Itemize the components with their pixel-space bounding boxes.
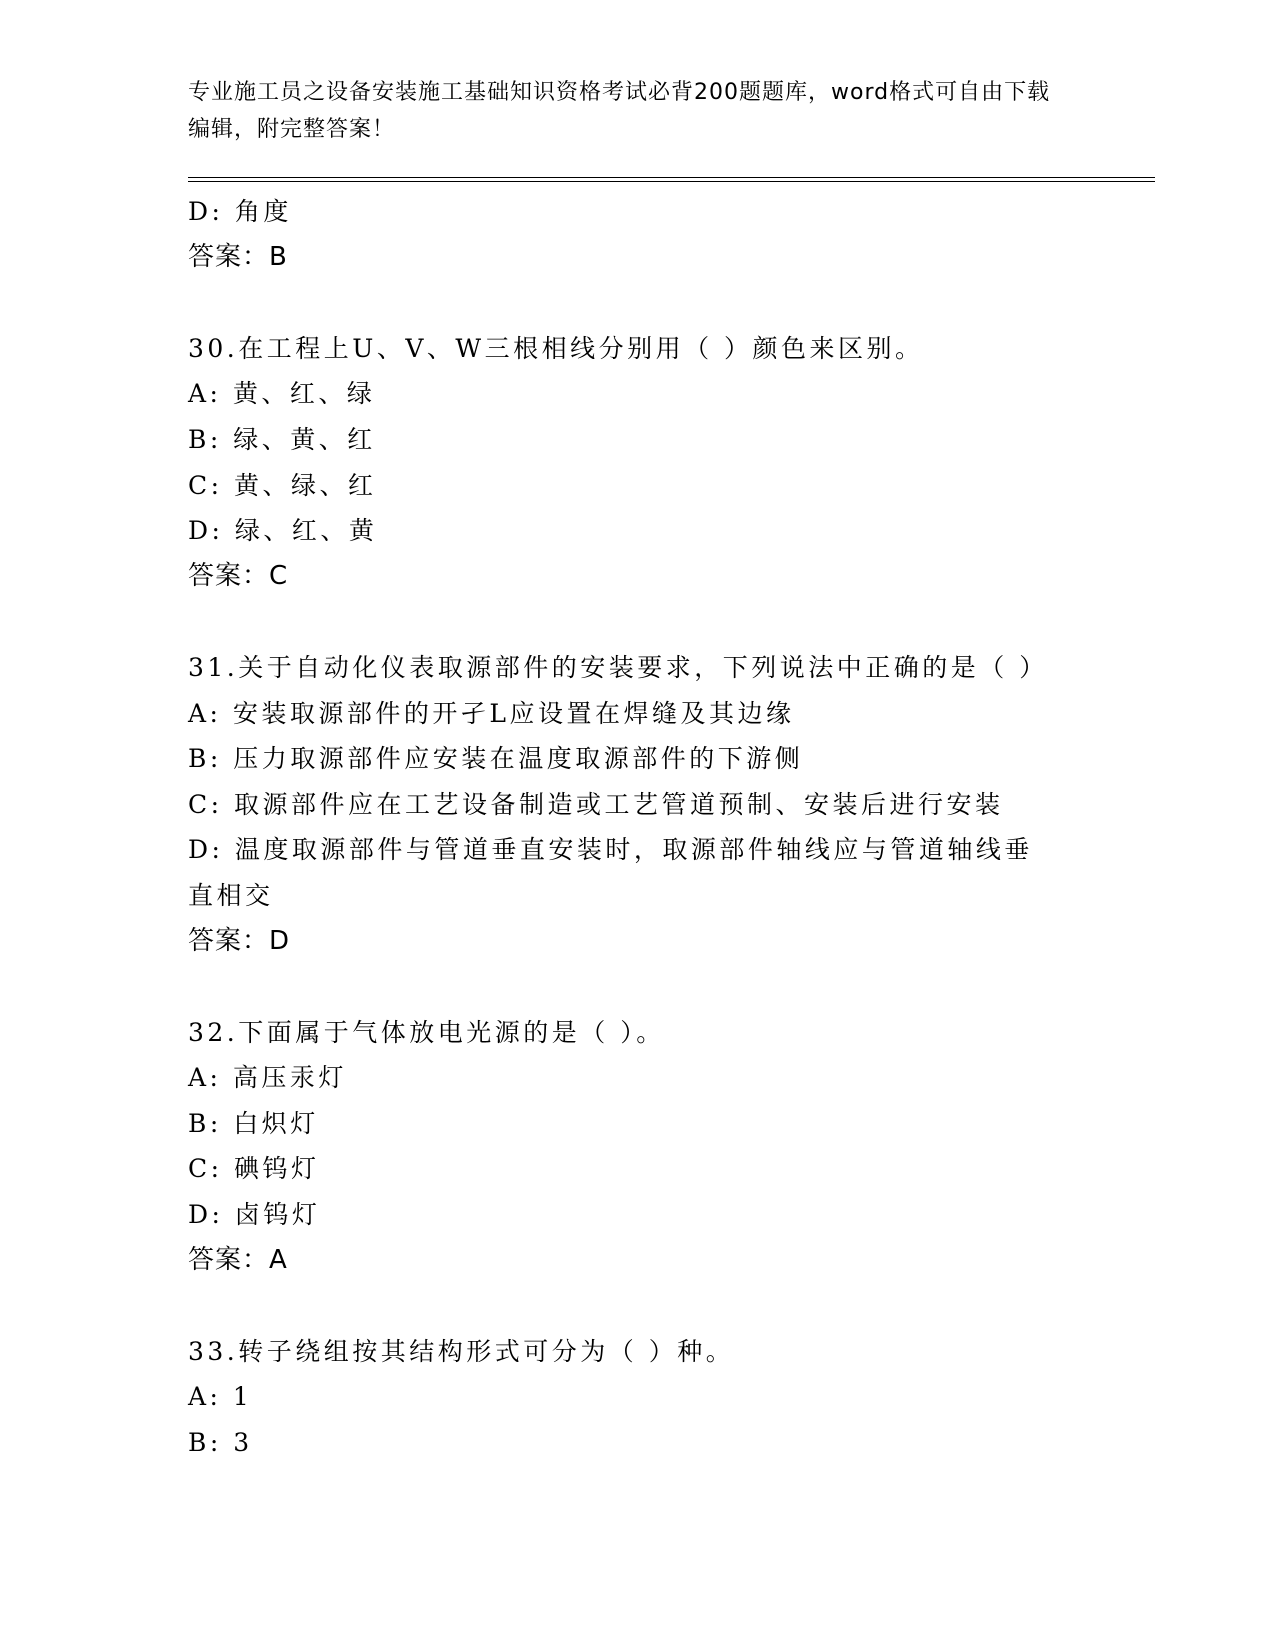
question-33 [188,1329,1088,1466]
option-b: B: 绿、黄、红 [188,424,376,454]
answer-line: 答案：D [188,925,291,956]
option-a: A: 安装取源部件的开孑L应设置在焊缝及其边缘 [188,698,795,728]
option-c: C: 取源部件应在工艺设备制造或工艺管道预制、安装后进行安装 [188,789,1004,819]
question-gap [188,1283,1088,1329]
option-c: C: 黄、绿、红 [188,470,377,500]
question-31 [188,645,1088,964]
option-a: A: 黄、红、绿 [188,379,376,409]
document-body [188,189,1088,1466]
option-d: D: 绿、红、黄 [188,516,378,546]
option-d: D: 温度取源部件与管道垂直安装时，取源部件轴线应与管道轴线垂直相交 [188,835,1033,910]
question-gap [188,964,1088,1010]
header-divider-bottom [188,181,1155,182]
question-gap [188,599,1088,645]
option-c: C: 碘钨灯 [188,1154,320,1184]
question-stem: 31.关于自动化仪表取源部件的安装要求，下列说法中正确的是（ ） [188,652,1048,682]
header-divider-top [188,177,1155,178]
option-a: A: 高压汞灯 [188,1063,347,1093]
question-29-tail [188,189,1088,280]
question-stem: 33.转子绕组按其结构形式可分为（ ）种。 [188,1336,735,1366]
document-header: 专业施工员之设备安装施工基础知识资格考试必背200题题库，word格式可自由下载编辑，附完整答案！ [188,80,1051,142]
question-30 [188,326,1088,600]
question-stem: 30.在工程上U、V、W三根相线分别用（ ）颜色来区别。 [188,333,924,363]
option-a: A: 1 [188,1382,253,1412]
question-stem: 32.下面属于气体放电光源的是（ ）。 [188,1017,665,1047]
answer-line: 答案：C [188,560,289,591]
answer-line: 答案：B [188,241,288,272]
option-b: B: 压力取源部件应安装在温度取源部件的下游侧 [188,744,804,774]
question-32 [188,1010,1088,1284]
option-d: D: 角度 [188,197,292,226]
question-gap [188,280,1088,326]
option-b: B: 白炽灯 [188,1108,319,1138]
option-b: B: 3 [188,1428,253,1458]
answer-line: 答案：A [188,1244,288,1275]
option-d: D: 卤钨灯 [188,1200,321,1230]
